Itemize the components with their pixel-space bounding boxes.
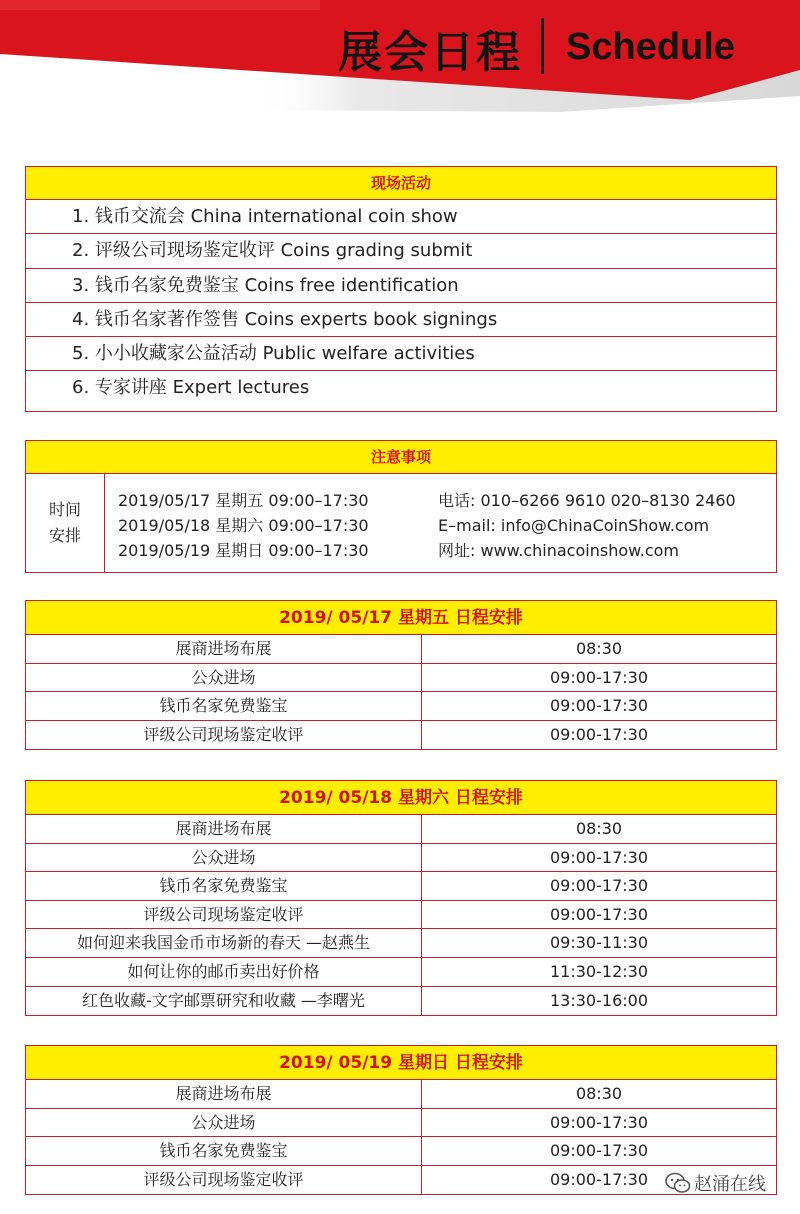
table-row bbox=[26, 1080, 776, 1109]
table-row bbox=[26, 958, 776, 987]
contact-list bbox=[438, 488, 736, 563]
event-cell: 如何迎来我国金币市场新的春天 —赵燕生 bbox=[26, 929, 422, 957]
date-line: 2019/05/17 星期五 09:00–17:30 bbox=[118, 491, 369, 510]
table-row bbox=[26, 1109, 776, 1138]
time-cell: 09:00-17:30 bbox=[550, 904, 648, 924]
time-label bbox=[26, 474, 105, 572]
event-cell: 钱币名家免费鉴宝 bbox=[26, 1137, 422, 1165]
table-row bbox=[26, 815, 776, 844]
date-line: 2019/05/18 星期六 09:00–17:30 bbox=[118, 516, 369, 535]
table-row bbox=[26, 929, 776, 958]
email-line: E–mail: info@ChinaCoinShow.com bbox=[438, 516, 710, 535]
table-row bbox=[26, 692, 776, 721]
watermark bbox=[665, 1170, 766, 1196]
event-cell: 公众进场 bbox=[26, 844, 422, 872]
event-cell: 钱币名家免费鉴宝 bbox=[26, 692, 422, 720]
time-cell: 13:30-16:00 bbox=[550, 990, 648, 1010]
time-cell: 09:00-17:30 bbox=[550, 667, 648, 687]
time-label-line: 时间 bbox=[48, 500, 81, 519]
watermark-text: 赵涌在线 bbox=[694, 1174, 766, 1195]
activity-item: 3. 钱币名家免费鉴宝 Coins free identification bbox=[26, 269, 776, 303]
phone-line: 电话: 010–6266 9610 020–8130 2460 bbox=[438, 491, 736, 510]
time-cell: 09:00-17:30 bbox=[550, 847, 648, 867]
time-cell: 09:00-17:30 bbox=[550, 724, 648, 744]
event-cell: 公众进场 bbox=[26, 1109, 422, 1137]
time-cell: 09:00-17:30 bbox=[550, 696, 648, 716]
activity-item: 5. 小小收藏家公益活动 Public welfare activities bbox=[26, 337, 776, 371]
activities-header: 现场活动 bbox=[26, 167, 776, 200]
day-schedule-0517 bbox=[25, 600, 777, 750]
event-cell: 评级公司现场鉴定收评 bbox=[26, 721, 422, 750]
date-line: 2019/05/19 星期日 09:00–17:30 bbox=[118, 541, 369, 560]
table-row bbox=[26, 635, 776, 664]
event-cell: 评级公司现场鉴定收评 bbox=[26, 1166, 422, 1195]
activity-item: 1. 钱币交流会 China international coin show bbox=[26, 200, 776, 234]
title-divider bbox=[541, 18, 544, 74]
notice-header: 注意事项 bbox=[26, 441, 776, 474]
activities-box bbox=[25, 166, 777, 412]
table-row bbox=[26, 664, 776, 693]
notice-box bbox=[25, 440, 777, 573]
time-cell: 08:30 bbox=[575, 639, 623, 658]
time-cell: 11:30-12:30 bbox=[550, 961, 648, 981]
time-cell: 08:30 bbox=[575, 1084, 623, 1103]
activity-item: 2. 评级公司现场鉴定收评 Coins grading submit bbox=[26, 234, 776, 268]
event-cell: 评级公司现场鉴定收评 bbox=[26, 901, 422, 929]
event-cell: 展商进场布展 bbox=[26, 815, 422, 843]
page-subtitle: Schedule bbox=[566, 26, 735, 68]
time-cell: 09:00-17:30 bbox=[550, 1141, 648, 1161]
day-header: 2019/ 05/18 星期六 日程安排 bbox=[26, 781, 776, 815]
day-header: 2019/ 05/17 星期五 日程安排 bbox=[26, 601, 776, 635]
activity-item: 6. 专家讲座 Expert lectures bbox=[72, 377, 310, 399]
day-schedule-0518 bbox=[25, 780, 777, 1016]
table-row bbox=[26, 1137, 776, 1166]
website-line: 网址: www.chinacoinshow.com bbox=[438, 541, 679, 560]
time-cell: 09:30-11:30 bbox=[550, 933, 648, 953]
wechat-icon bbox=[665, 1172, 691, 1194]
time-cell: 09:00-17:30 bbox=[550, 1112, 648, 1132]
event-cell: 展商进场布展 bbox=[26, 1080, 422, 1108]
table-row bbox=[26, 872, 776, 901]
event-cell: 如何让你的邮币卖出好价格 bbox=[26, 958, 422, 986]
day-header: 2019/ 05/19 星期日 日程安排 bbox=[26, 1046, 776, 1080]
schedule-banner bbox=[0, 0, 800, 120]
time-cell: 09:00-17:30 bbox=[550, 1169, 648, 1189]
table-row bbox=[26, 721, 776, 750]
table-row bbox=[26, 844, 776, 873]
event-cell: 展商进场布展 bbox=[26, 635, 422, 663]
time-label-line: 安排 bbox=[48, 526, 81, 545]
time-cell: 08:30 bbox=[575, 819, 623, 838]
dates-list bbox=[118, 488, 369, 563]
table-row bbox=[26, 901, 776, 930]
notice-body bbox=[26, 474, 776, 572]
event-cell: 钱币名家免费鉴宝 bbox=[26, 872, 422, 900]
table-row bbox=[26, 1166, 776, 1195]
event-cell: 红色收藏-文字邮票研究和收藏 —李曙光 bbox=[26, 987, 422, 1016]
activity-item: 4. 钱币名家著作签售 Coins experts book signings bbox=[26, 303, 776, 337]
time-cell: 09:00-17:30 bbox=[550, 876, 648, 896]
table-row bbox=[26, 987, 776, 1016]
page-title: 展会日程 bbox=[338, 27, 522, 78]
event-cell: 公众进场 bbox=[26, 664, 422, 692]
